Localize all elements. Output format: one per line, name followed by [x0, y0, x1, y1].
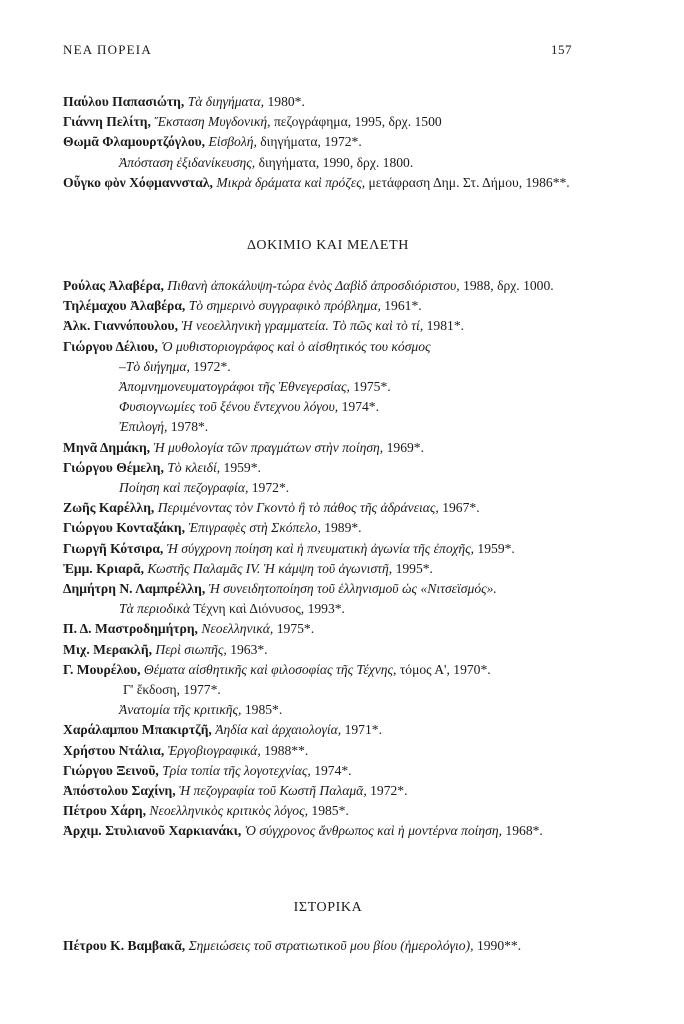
list-item: Ἀπόστολου Σαχίνη, Ἡ πεζογραφία τοῦ Κωστῆ Παλαμᾶ, 1972*. [63, 783, 408, 799]
list-item: Γιώργου Ξεινοῦ, Τρία τοπία τῆς λογοτεχνίας, 1974*. [63, 762, 352, 778]
list-item-continuation: Τὰ περιοδικὰ Τέχνη καὶ Διόνυσος, 1993*. [119, 601, 345, 617]
list-item: Ἐμμ. Κριαρᾶ, Κωστῆς Παλαμᾶς IV. Ἡ κάμψη τοῦ ἀγωνιστῆ, 1995*. [63, 560, 433, 576]
section-heading-essay: ΔΟΚΙΜΙΟ ΚΑΙ ΜΕΛΕΤΗ [247, 238, 409, 253]
list-item: Γιωργῆ Κότσιρα, Ἡ σύγχρονη ποίηση καὶ ἡ πνευματικὴ ἀγωνία τῆς ἐποχῆς, 1959*. [63, 540, 515, 556]
history-entries [63, 936, 593, 956]
list-item-continuation: –Τὸ διήγημα, 1972*. [119, 358, 231, 374]
essay-entries [63, 276, 593, 842]
list-item: Θωμᾶ Φλαμουρτζόγλου, Εἰσβολή, διηγήματα, 1972*. [63, 134, 362, 150]
list-item: Ἀλκ. Γιαννόπουλου, Ἡ νεοελληνικὴ γραμματεία. Τὸ πῶς καὶ τὸ τί, 1981*. [63, 318, 465, 334]
list-item-continuation: Ἐπιλογή, 1978*. [119, 419, 209, 435]
list-item: Γιάννη Πελίτη, Ἔκσταση Μυγδονική, πεζογράφημα, 1995, δρχ. 1500 [63, 114, 442, 130]
running-head [63, 42, 572, 58]
journal-title: ΝΕΑ ΠΟΡΕΙΑ [63, 42, 152, 57]
list-item-continuation: Φυσιογνωμίες τοῦ ξένου ἔντεχνου λόγου, 1974*. [119, 399, 379, 415]
list-item-continuation: Γ' ἔκδοση, 1977*. [123, 682, 221, 698]
list-item: Ρούλας Ἀλαβέρα, Πιθανὴ ἀποκάλυψη-τώρα ἑνὸς Δαβὶδ ἀπροσδιόριστου, 1988, δρχ. 1000. [63, 278, 554, 293]
list-item: Παύλου Παπασιώτη, Τὰ διηγήματα, 1980*. [63, 94, 305, 109]
list-item: Π. Δ. Μαστροδημήτρη, Νεοελληνικά, 1975*. [63, 621, 315, 637]
list-item: Δημήτρη Ν. Λαμπρέλλη, Ἡ συνειδητοποίηση τοῦ ἑλληνισμοῦ ὡς «Νιτσεϊσμός». [63, 581, 497, 597]
list-item: Ἀρχιμ. Στυλιανοῦ Χαρκιανάκι, Ὁ σύγχρονος ἄνθρωπος καὶ ἡ μοντέρνα ποίηση, 1968*. [63, 823, 543, 839]
list-item: Γιώργου Δέλιου, Ὁ μυθιστοριογράφος καὶ ὁ αἰσθητικός του κόσμος [63, 338, 431, 354]
list-item: Γ. Μουρέλου, Θέματα αἰσθητικῆς καὶ φιλοσοφίας τῆς Τέχνης, τόμος Α', 1970*. [63, 661, 491, 677]
section-heading-history: ΙΣΤΟΡΙΚΑ [293, 900, 363, 915]
list-item-continuation: Ἀπομνημονευματογράφοι τῆς Ἐθνεγερσίας, 1975*. [119, 379, 391, 395]
page-number: 157 [551, 42, 572, 57]
list-item: Γιώργου Θέμελη, Τὸ κλειδί, 1959*. [63, 459, 261, 475]
list-item: Μηνᾶ Δημάκη, Ἡ μυθολογία τῶν πραγμάτων στὴν ποίηση, 1969*. [63, 439, 424, 455]
prose-entries [63, 92, 593, 193]
list-item: Πέτρου Κ. Βαμβακᾶ, Σημειώσεις τοῦ στρατιωτικοῦ μου βίου (ἡμερολόγιο), 1990**. [63, 938, 522, 953]
list-item: Γιώργου Κονταξάκη, Ἐπιγραφὲς στὴ Σκόπελο, 1989*. [63, 520, 362, 536]
list-item: Χρήστου Ντάλια, Ἐργοβιογραφικά, 1988**. [63, 742, 309, 758]
list-item: Τηλέμαχου Ἀλαβέρα, Τὸ σημερινὸ συγγραφικὸ πρόβλημα, 1961*. [63, 298, 422, 314]
list-item: Οὖγκο φὸν Χόφμαννσταλ, Μικρὰ δράματα καὶ πρόζες, μετάφραση Δημ. Στ. Δήμου, 1986**. [63, 174, 570, 190]
list-item: Μιχ. Μερακλῆ, Περὶ σιωπῆς, 1963*. [63, 641, 268, 657]
list-item-continuation: Ἀπόσταση ἐξιδανίκευσης, διηγήματα, 1990, δρχ. 1800. [119, 154, 414, 170]
list-item-continuation: Ποίηση καὶ πεζογραφία, 1972*. [119, 480, 290, 496]
list-item: Πέτρου Χάρη, Νεοελληνικὸς κριτικὸς λόγος, 1985*. [63, 803, 349, 819]
list-item: Χαράλαμπου Μπακιρτζῆ, Ἀηδία καὶ ἀρχαιολογία, 1971*. [63, 722, 382, 738]
list-item: Ζωῆς Καρέλλη, Περιμένοντας τὸν Γκοντὸ ἢ τὸ πάθος τῆς ἀδράνειας, 1967*. [63, 500, 480, 516]
list-item-continuation: Ἀνατομία τῆς κριτικῆς, 1985*. [119, 702, 283, 718]
